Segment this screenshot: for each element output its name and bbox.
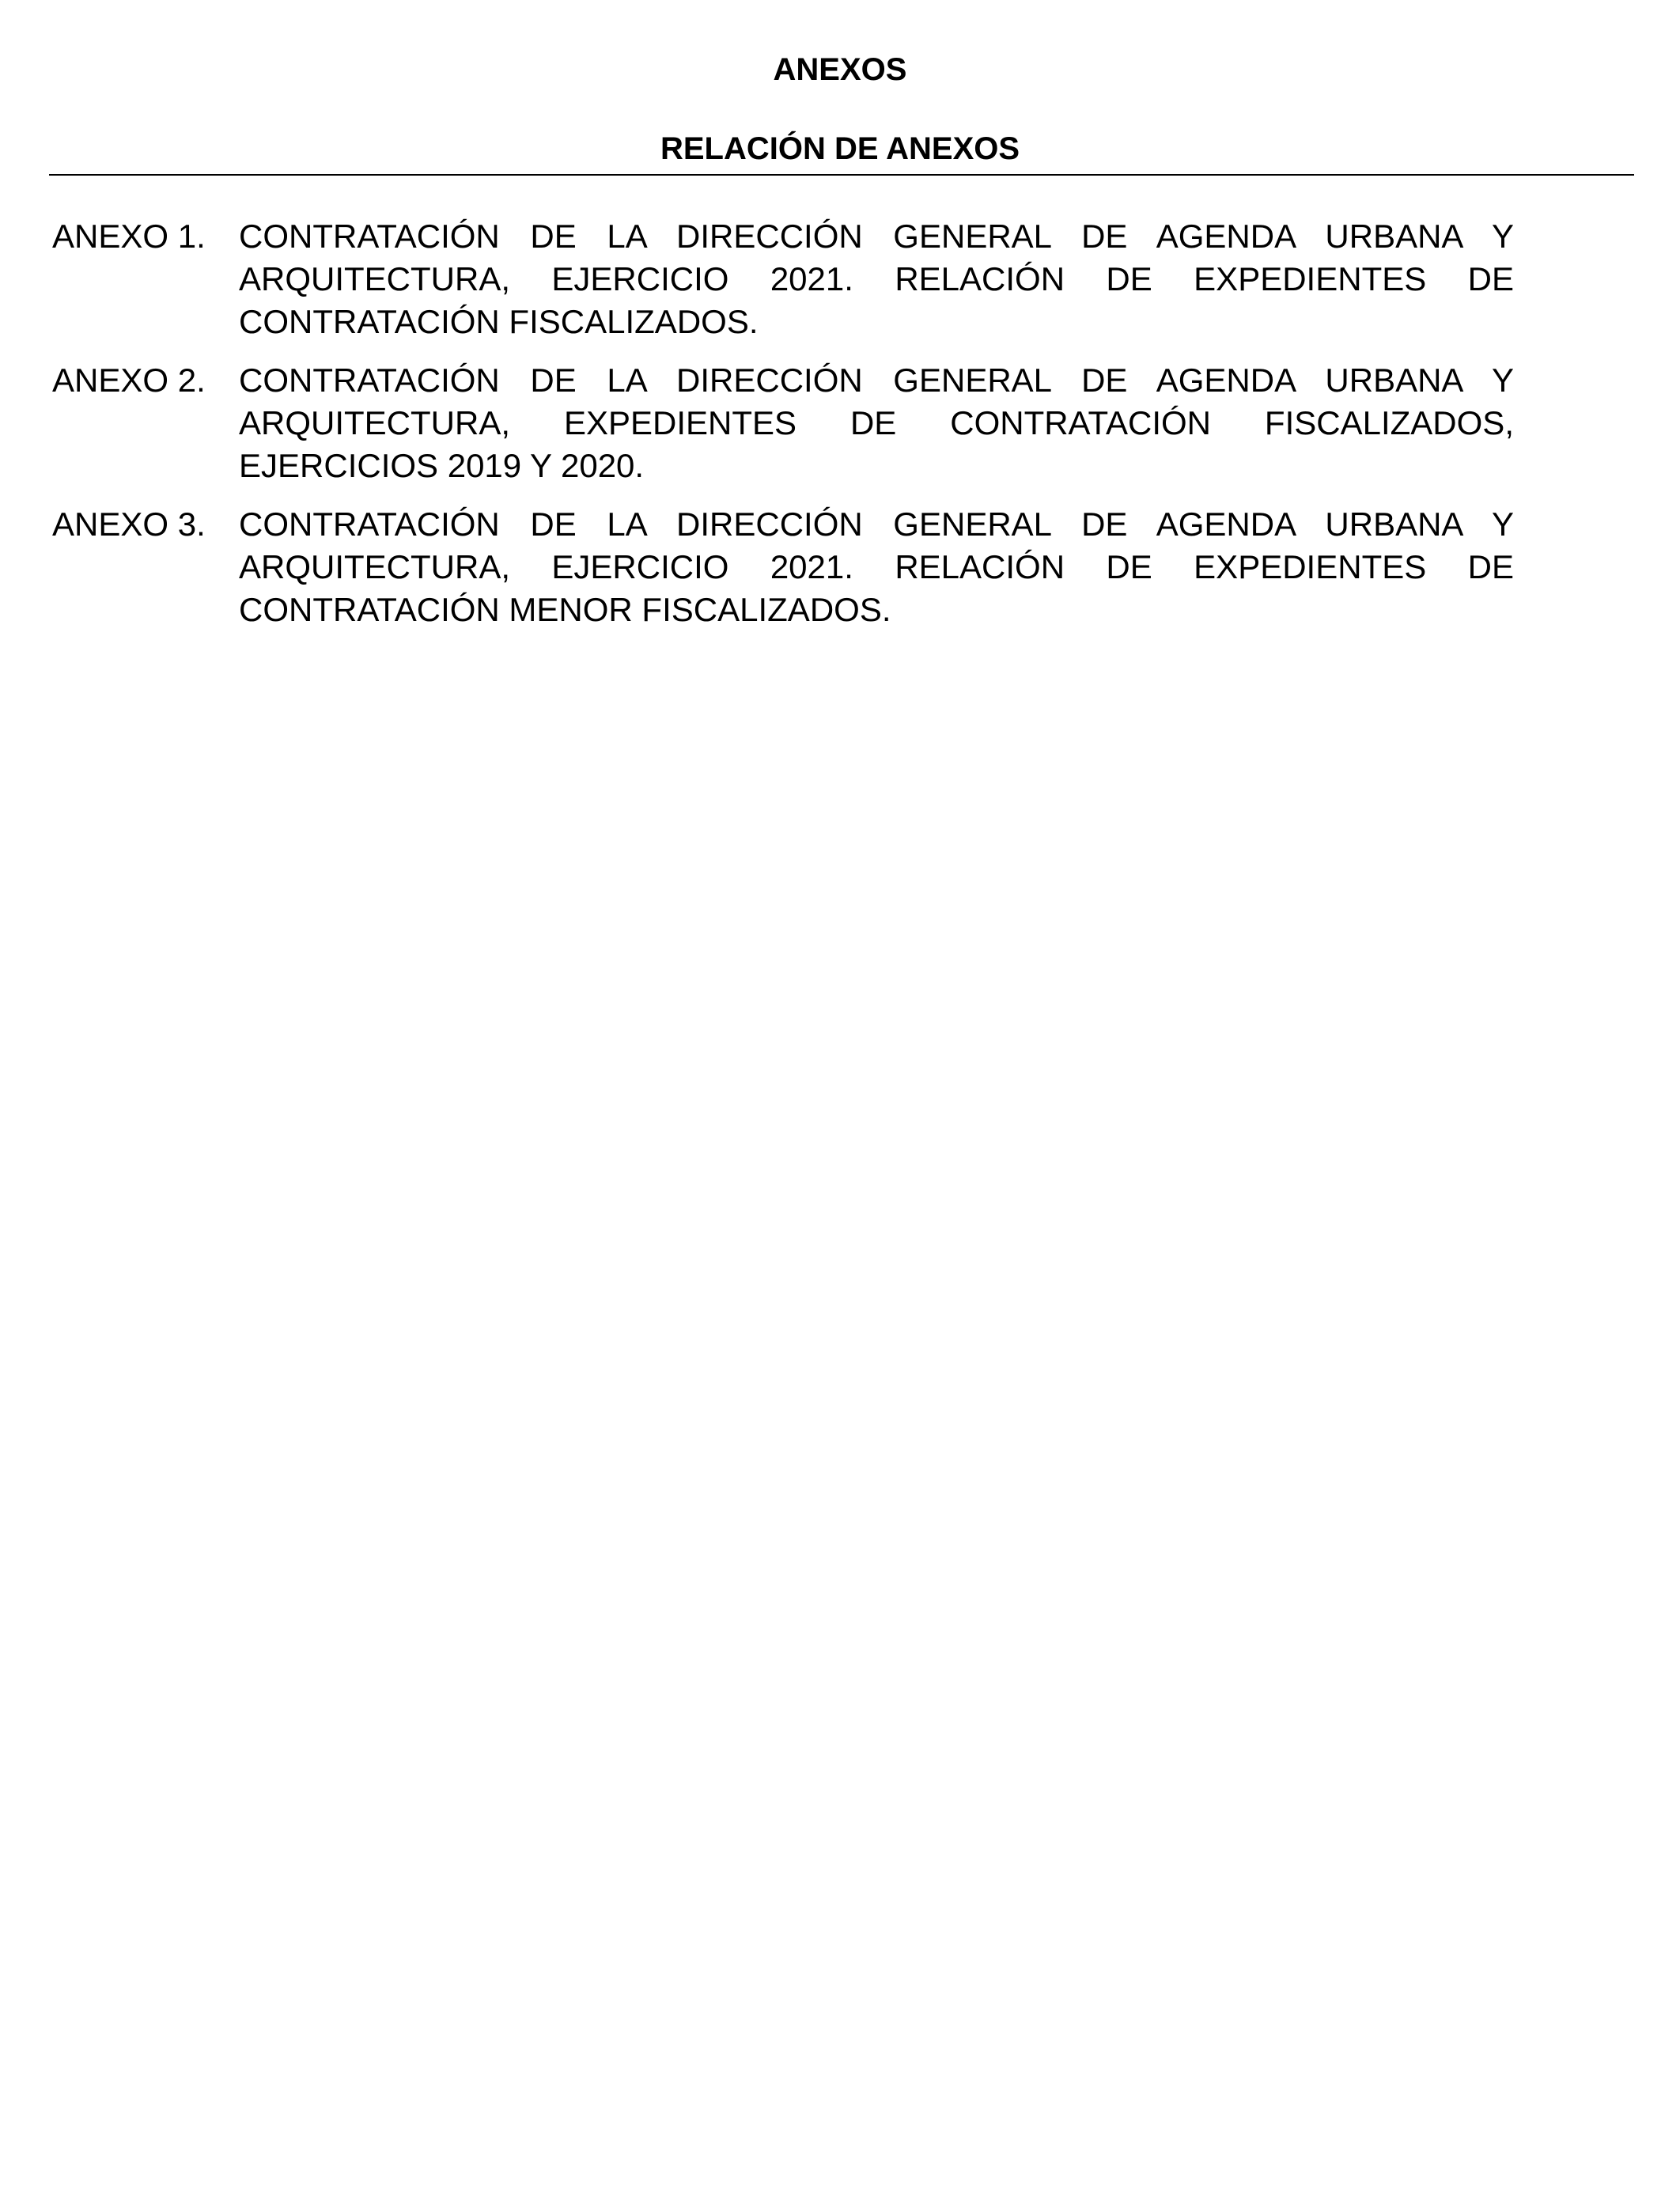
page-title: ANEXOS (773, 52, 907, 87)
annex-description: CONTRATACIÓN DE LA DIRECCIÓN GENERAL DE AGENDA URBANA Y ARQUITECTURA, EXPEDIENTES DE CONTRATACIÓN FISCALIZADOS, EJERCICIOS 2019 Y 2020. (239, 362, 1514, 484)
section-title: RELACIÓN DE ANEXOS (660, 131, 1020, 166)
annex-label: ANEXO 3. (52, 505, 206, 543)
annex-label: ANEXO 2. (52, 362, 206, 399)
list-item (52, 215, 1514, 343)
annex-list (52, 215, 1514, 647)
horizontal-divider (49, 174, 1634, 176)
annex-description: CONTRATACIÓN DE LA DIRECCIÓN GENERAL DE AGENDA URBANA Y ARQUITECTURA, EJERCICIO 2021. RELACIÓN DE EXPEDIENTES DE CONTRATACIÓN FISCALIZADOS. (239, 218, 1514, 340)
list-item (52, 359, 1514, 487)
list-item (52, 503, 1514, 631)
annex-description: CONTRATACIÓN DE LA DIRECCIÓN GENERAL DE AGENDA URBANA Y ARQUITECTURA, EJERCICIO 2021. RELACIÓN DE EXPEDIENTES DE CONTRATACIÓN MENOR FISCALIZADOS. (239, 505, 1514, 628)
annex-label: ANEXO 1. (52, 218, 206, 255)
